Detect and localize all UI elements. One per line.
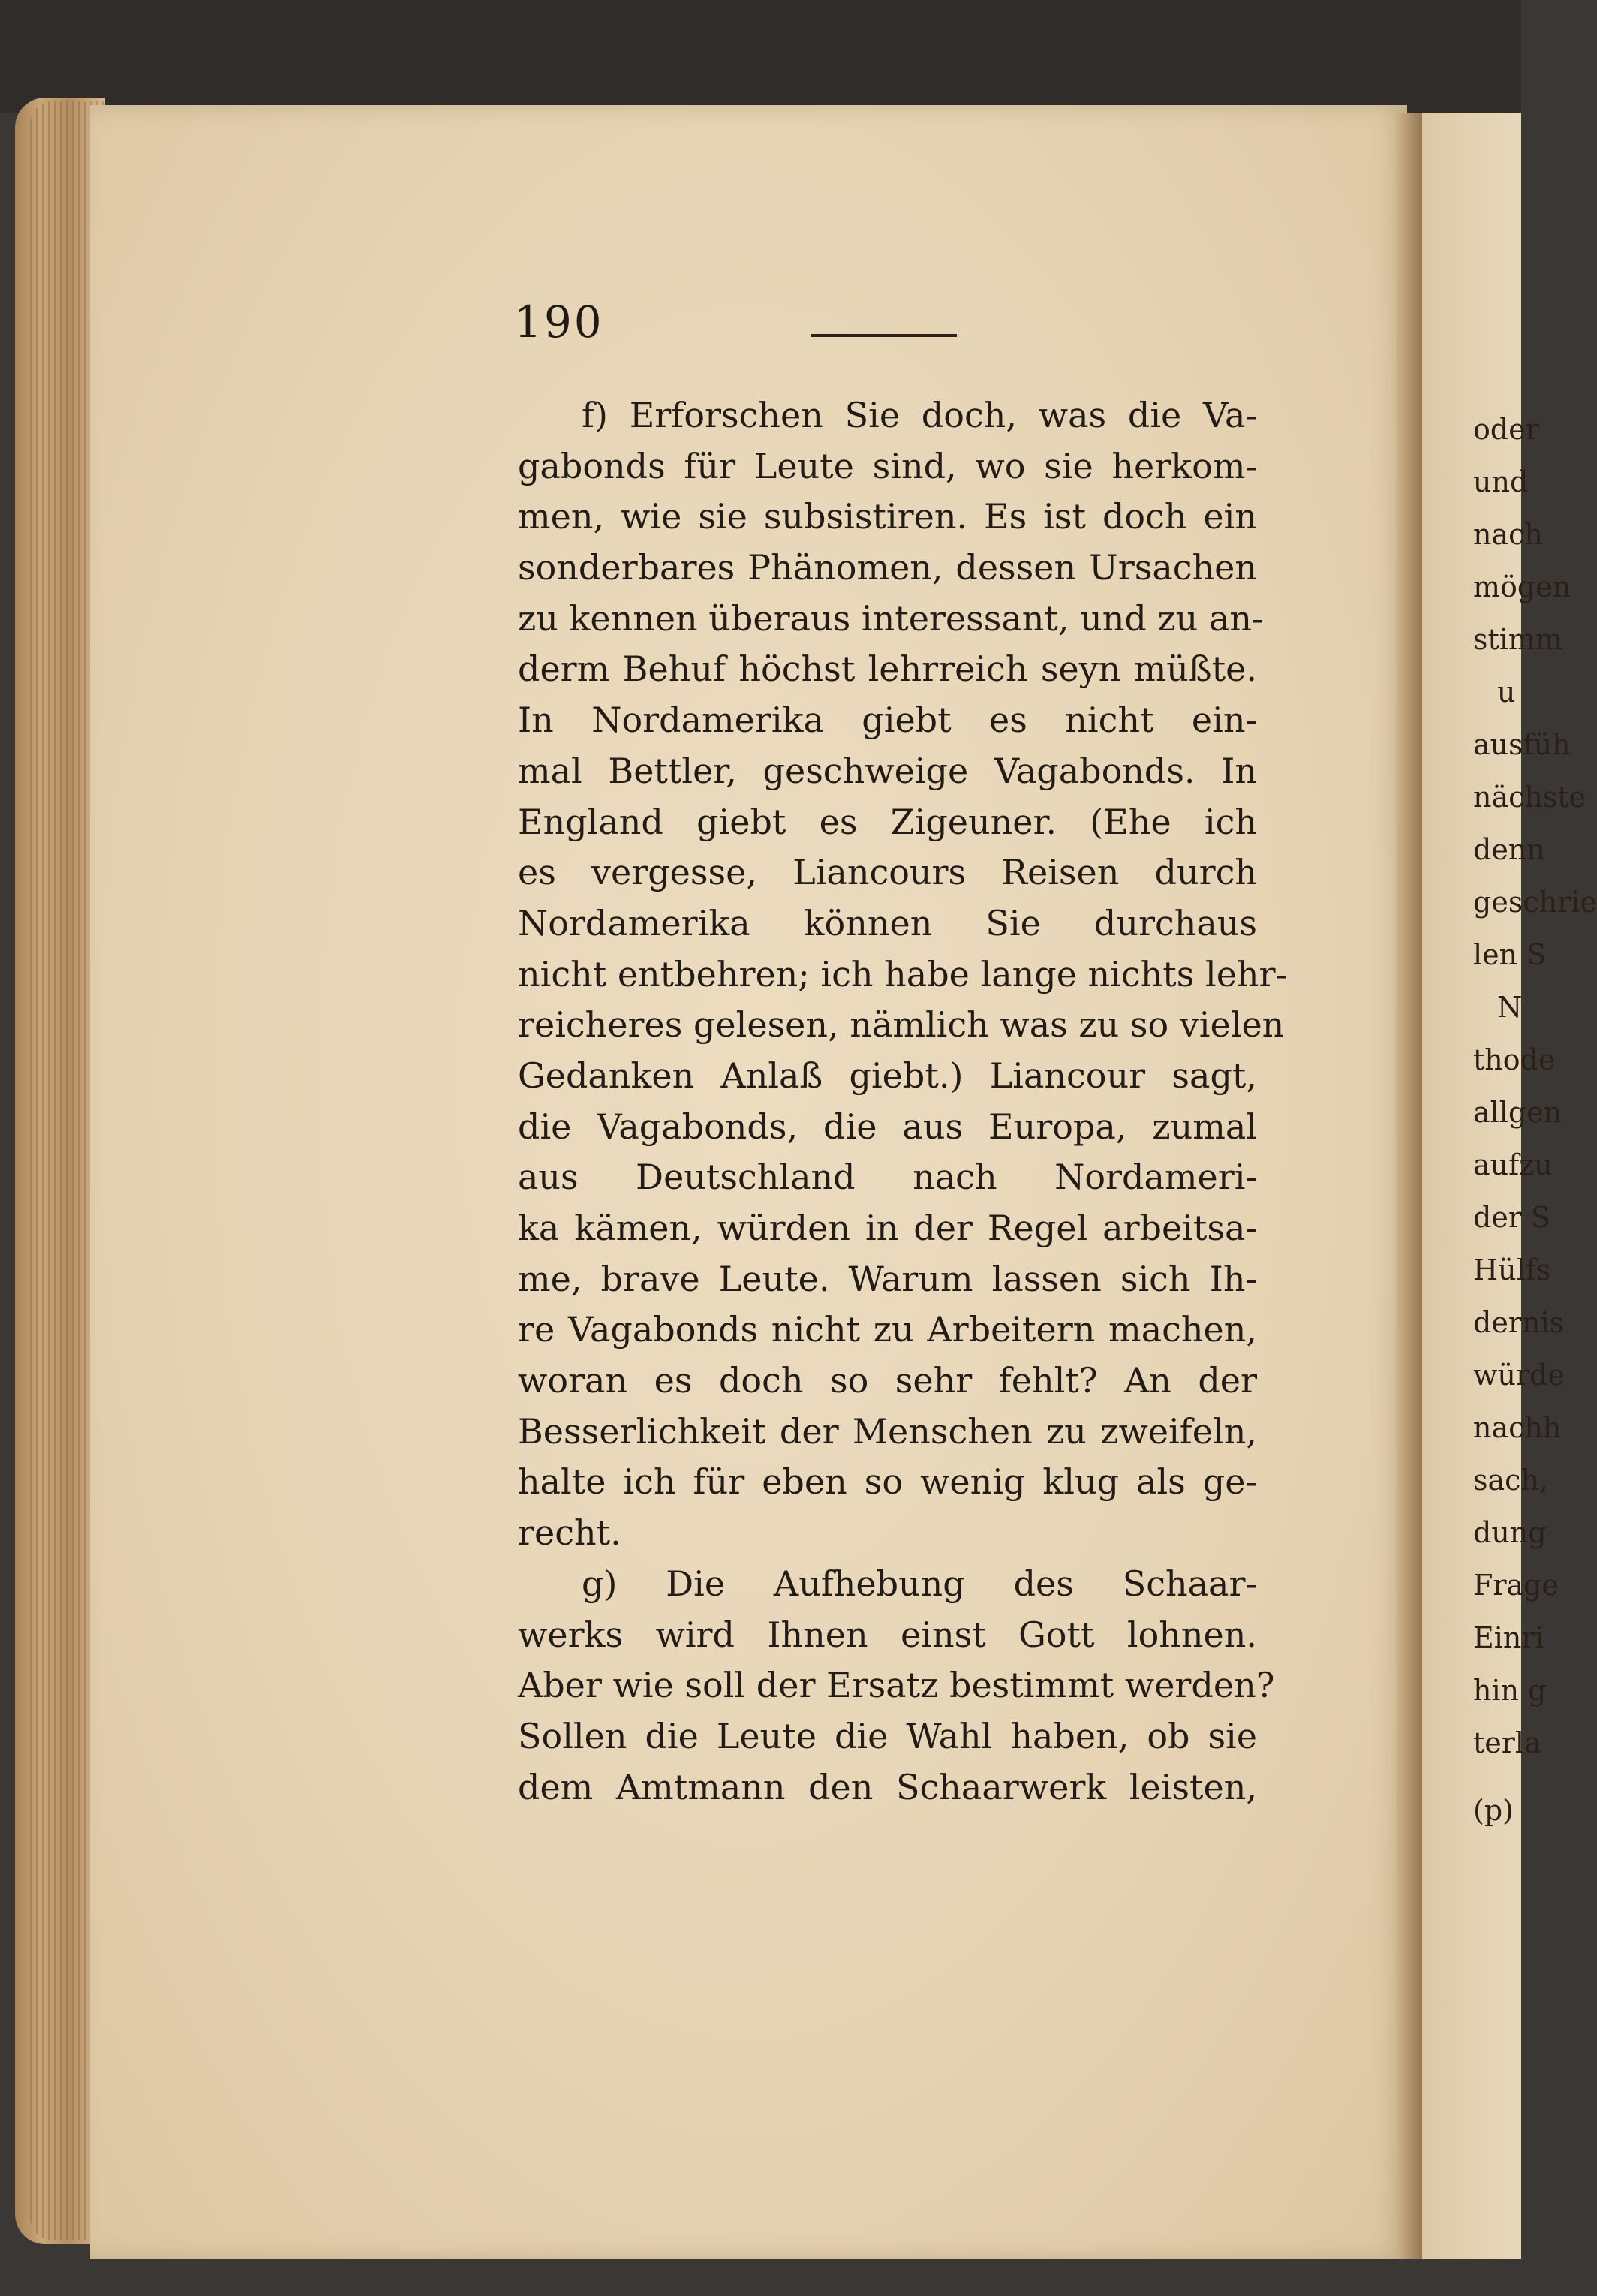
next-page-fragment: Einri	[1473, 1621, 1544, 1654]
next-page-fragment: thode	[1473, 1043, 1556, 1076]
next-page-edge	[1422, 113, 1597, 2259]
text-line: Gedanken Anlaß giebt.) Liancour sagt,	[518, 1055, 1257, 1096]
text-line: ka kämen, würden in der Regel arbeitsa-	[518, 1208, 1257, 1248]
book-gutter	[1396, 113, 1426, 2259]
text-line: derm Behuf höchst lehrreich seyn müßte.	[518, 648, 1257, 690]
text-line: g) Die Aufhebung des Schaar-	[582, 1563, 1257, 1604]
next-page-fragment: len S	[1473, 938, 1547, 971]
next-page-fragment: hin g	[1473, 1674, 1547, 1707]
next-page-fragment: N	[1497, 991, 1523, 1024]
next-page-fragment: dung	[1473, 1516, 1547, 1549]
next-page-fragment: terla	[1473, 1726, 1541, 1759]
next-page-fragment: oder	[1473, 413, 1539, 446]
next-page-fragment: mögen	[1473, 570, 1571, 603]
text-line: gabonds für Leute sind, wo sie herkom-	[518, 445, 1257, 486]
left-page	[90, 105, 1407, 2259]
text-line: zu kennen überaus interessant, und zu an-	[518, 597, 1264, 639]
text-line: men, wie sie subsistiren. Es ist doch ein	[518, 496, 1257, 537]
next-page-fragment: allgen	[1473, 1096, 1562, 1129]
page-number: 190	[514, 296, 604, 348]
next-page-fragment: aufzu	[1473, 1148, 1553, 1181]
text-line: dem Amtmann den Schaarwerk leisten,	[518, 1766, 1257, 1807]
text-line: es vergesse, Liancours Reisen durch	[518, 852, 1257, 893]
text-line: me, brave Leute. Warum lassen sich Ih-	[518, 1258, 1257, 1299]
text-line: Besserlichkeit der Menschen zu zweifeln,	[518, 1410, 1257, 1452]
text-line: England giebt es Zigeuner. (Ehe ich	[518, 801, 1257, 842]
next-page-fragment: denn	[1473, 833, 1545, 866]
text-line: werks wird Ihnen einst Gott lohnen.	[518, 1614, 1257, 1655]
next-page-fragment: der S	[1473, 1201, 1551, 1234]
next-page-fragment: stimm	[1473, 623, 1562, 656]
next-page-fragment: Frage	[1473, 1569, 1559, 1602]
next-page-fragment: nächste	[1473, 781, 1586, 814]
text-line: Sollen die Leute die Wahl haben, ob sie	[518, 1715, 1257, 1756]
next-page-fragment: Hülfs	[1473, 1253, 1551, 1286]
next-page-fragment: nach	[1473, 518, 1543, 551]
next-page-fragment: nachh	[1473, 1411, 1562, 1444]
text-line: re Vagabonds nicht zu Arbeitern machen,	[518, 1309, 1257, 1350]
body-text	[518, 390, 1288, 1813]
text-line: sonderbares Phänomen, dessen Ursachen	[518, 547, 1257, 588]
text-line: In Nordamerika giebt es nicht ein-	[518, 700, 1257, 741]
header-rule	[811, 334, 957, 337]
background-surface	[0, 0, 1521, 113]
text-line: halte ich für eben so wenig klug als ge-	[518, 1461, 1257, 1503]
text-line: recht.	[518, 1512, 621, 1554]
text-line: reicheres gelesen, nämlich was zu so vielen	[518, 1004, 1285, 1046]
text-line: mal Bettler, geschweige Vagabonds. In	[518, 750, 1257, 791]
text-line: f) Erforschen Sie doch, was die Va-	[582, 395, 1257, 435]
text-line: Aber wie soll der Ersatz bestimmt werden?	[518, 1665, 1275, 1706]
text-line: Nordamerika können Sie durchaus	[518, 902, 1257, 943]
next-page-fragment: und	[1473, 465, 1529, 498]
text-line: nicht entbehren; ich habe lange nichts lehr-	[518, 953, 1288, 995]
text-line: woran es doch so sehr fehlt? An der	[518, 1360, 1257, 1401]
next-page-fragment: geschrie	[1473, 886, 1597, 919]
text-line: die Vagabonds, die aus Europa, zumal	[518, 1106, 1257, 1147]
text-line: aus Deutschland nach Nordameri-	[518, 1157, 1257, 1198]
next-page-fragment: sach,	[1473, 1464, 1548, 1497]
next-page-fragment: ausfüh	[1473, 728, 1571, 761]
next-page-fragment: u	[1497, 676, 1516, 709]
next-page-fragment: würde	[1473, 1359, 1565, 1392]
next-page-catchword: (p)	[1473, 1794, 1514, 1827]
next-page-fragment: dernis	[1473, 1306, 1565, 1339]
